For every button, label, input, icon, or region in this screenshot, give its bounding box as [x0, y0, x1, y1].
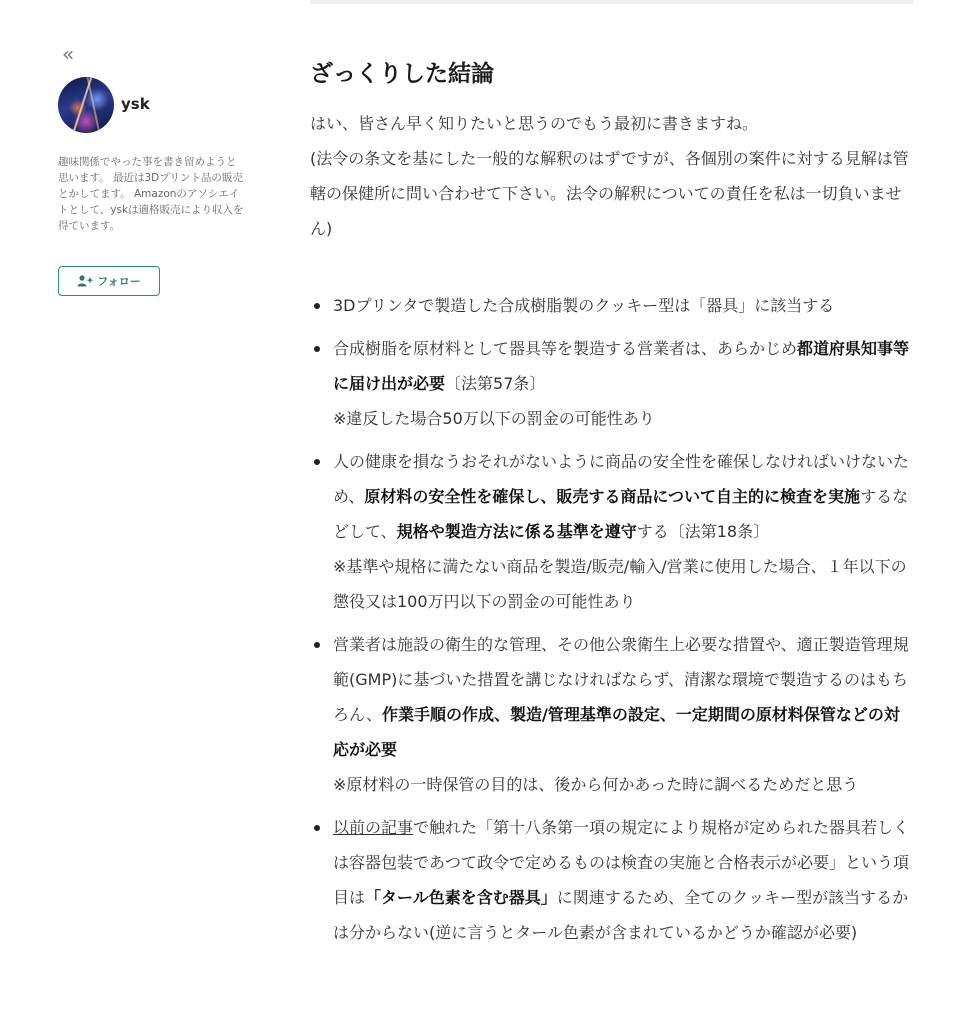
item-note: ※基準や規格に満たない商品を製造/販売/輸入/営業に使用した場合、１年以下の懲役又は100万円以下の罰金の可能性あり: [333, 557, 907, 611]
collapse-sidebar-icon[interactable]: «: [62, 42, 75, 66]
list-item: [310, 288, 913, 323]
intro: [310, 106, 913, 246]
item-bold-text: 作業手順の作成、製造/管理基準の設定、一定期間の原材料保管などの対応が必要: [333, 705, 900, 759]
item-note: ※原材料の一時保管の目的は、後から何かあった時に調べるためだと思う: [333, 775, 859, 794]
item-bold-text: 規格や製造方法に係る基準を遵守: [396, 522, 637, 541]
item-text: 人の健康を損なうおそれがないように商品の安全性を確保しなければいけないため、: [333, 452, 910, 506]
follow-button[interactable]: [58, 266, 160, 296]
list-item: [310, 810, 913, 950]
previous-article-link[interactable]: 以前の記事: [333, 818, 414, 837]
item-bold-text: 都道府県知事等に届け出が必要: [333, 339, 910, 393]
list-item: [310, 331, 913, 436]
disclaimer: (法令の条文を基にした一般的な解釈のはずですが、各個別の案件に対する見解は管轄の保健所に問い合わせて下さい。法令の解釈についての責任を私は一切負いません): [310, 149, 909, 238]
item-note: ※違反した場合50万以下の罰金の可能性あり: [333, 409, 655, 428]
section-heading: ざっくりした結論: [310, 61, 494, 87]
top-divider: [310, 0, 913, 4]
item-text: 営業者は施設の衛生的な管理、その他公衆衛生上必要な措置や、適正製造管理規範(GMP)に基づいた措置を講じなければならず、清潔な環境で製造するのはもちろん、: [333, 635, 909, 724]
intro-line: はい、皆さん早く知りたいと思うのでもう最初に書きますね。: [310, 114, 759, 133]
item-bold-text: 「タール色素を含む器具」: [365, 888, 557, 907]
item-bold-text: 原材料の安全性を確保し、販売する商品について自主的に検査を実施: [364, 487, 861, 506]
profile-bio: [58, 154, 244, 234]
conclusion-list: [310, 288, 913, 950]
follow-label: フォロー: [97, 275, 141, 288]
item-text: するなどして、: [333, 487, 909, 541]
person-plus-icon: [77, 275, 93, 287]
username[interactable]: ysk: [121, 95, 150, 113]
list-item: [310, 627, 913, 802]
item-text: 合成樹脂を原材料として器具等を製造する営業者は、あらかじめ: [333, 339, 798, 358]
article: [310, 58, 913, 958]
item-text: 3Dプリンタで製造した合成樹脂製のクッキー型は「器具」に該当する: [333, 296, 835, 315]
item-text: に関連するため、全てのクッキー型が該当するかは分からない(逆に言うとタール色素が含まれているかどうか確認が必要): [333, 888, 909, 942]
law-reference: 〔法第57条〕: [445, 374, 546, 393]
law-reference: する〔法第18条〕: [636, 522, 770, 541]
list-item: [310, 444, 913, 619]
bio-text: 趣味関係でやった事を書き留めようと思います。 最近は3Dプリント品の販売とかしてます。 Amazonのアソシエイトとして、yskは適格販売により収入を得ています。: [58, 156, 244, 232]
item-text: で触れた「第十八条第一項の規定により規格が定められた器具若しくは容器包装であつて政令で定めるものは検査の実施と合格表示が必要」という項目は: [333, 818, 910, 907]
avatar[interactable]: [58, 77, 114, 133]
